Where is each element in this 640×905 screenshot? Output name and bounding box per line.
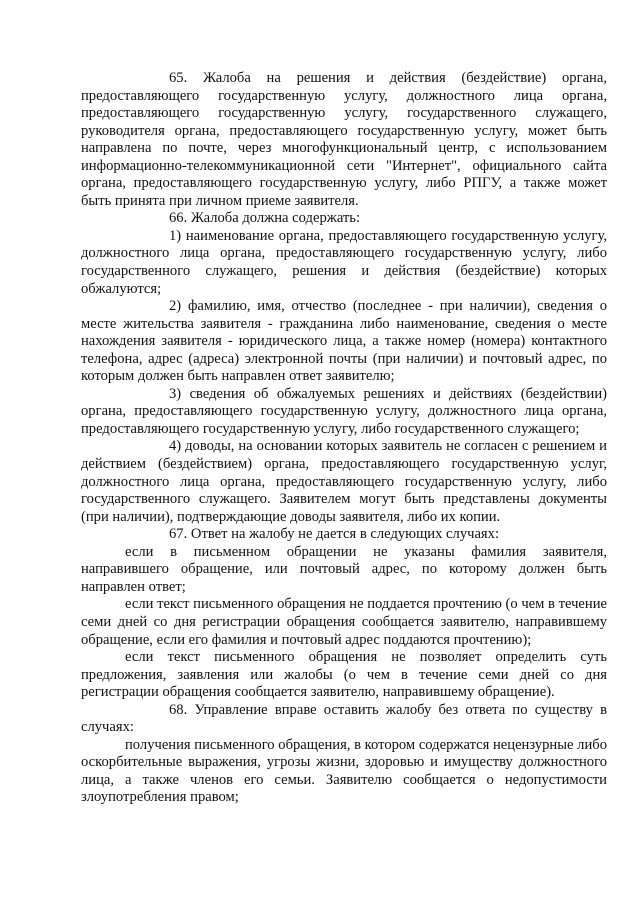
case-text: если в письменном обращении не указаны фамилия заявителя, направившего обращение, или почтовый адрес, по которому должен быть направлен ответ;: [81, 543, 607, 595]
list-item-1: [81, 228, 607, 298]
paragraph-65: [81, 70, 607, 210]
paragraph-text: Управление вправе оставить жалобу без ответа по существу в случаях:: [81, 701, 607, 736]
list-item-3: [81, 386, 607, 439]
list-text: сведения об обжалуемых решениях и действиях (бездействии) органа, предоставляющего государственную услугу, должностного лица органа, предоставляющего государственную услугу, либо государственного служащего;: [81, 385, 607, 437]
case-item-1: [81, 544, 607, 597]
list-text: фамилию, имя, отчество (последнее - при наличии), сведения о месте жительства заявителя - гражданина либо наименование, сведения о месте нахождения заявителя - юридического лица, а также номер (номера) контактного телефона, адрес (адреса) электронной почты (при наличии) и почтовый адрес, по которым должен быть направлен ответ заявителю;: [81, 298, 607, 385]
case-text: если текст письменного обращения не поддается прочтению (о чем в течение семи дней со дня регистрации обращения сообщается заявителю, направившему обращение, если его фамилия и почтовый адрес поддаются прочтению);: [81, 596, 607, 648]
paragraph-66: [81, 210, 607, 228]
paragraph-number: 67.: [169, 526, 188, 543]
paragraph-68: [81, 702, 607, 737]
list-number: 2): [169, 298, 182, 315]
case-item-2: [81, 596, 607, 649]
list-number: 1): [169, 227, 182, 244]
paragraph-number: 65.: [169, 70, 188, 86]
case-text: если текст письменного обращения не позволяет определить суть предложения, заявления или жалобы (о чем в течение семи дней со дня регистрации обращения сообщается заявителю, направившему обращение).: [81, 649, 607, 701]
case-item-3: [81, 649, 607, 702]
paragraph-text: Жалоба на решения и действия (бездействие) органа, предоставляющего государственную услугу, должностного лица органа, предоставляющего государственную услугу, государственного служащего, руководителя органа, предоставляющего государственную услугу, может быть направлена по почте, через многофункциональный центр, с использованием информационно-телекоммуникационной сети "Интернет", официального сайта органа, предоставляющего государственную услугу, либо РПГУ, а также может быть принята при личном приеме заявителя.: [81, 70, 607, 209]
paragraph-number: 66.: [169, 210, 188, 227]
paragraph-number: 68.: [169, 701, 188, 718]
list-number: 4): [169, 438, 182, 455]
case-item-4: [81, 737, 607, 807]
list-item-4: [81, 438, 607, 526]
paragraph-text: Ответ на жалобу не дается в следующих случаях:: [190, 526, 499, 543]
paragraph-text: Жалоба должна содержать:: [190, 210, 361, 227]
case-text: получения письменного обращения, в котором содержатся нецензурные либо оскорбительные выражения, угрозы жизни, здоровью и имуществу должностного лица, а также членов его семьи. Заявителю сообщается о недопустимости злоупотребления правом;: [81, 736, 607, 806]
list-item-2: [81, 298, 607, 386]
list-number: 3): [169, 385, 182, 402]
list-text: доводы, на основании которых заявитель не согласен с решением и действием (бездействием) органа, предоставляющего государственную услуг, должностного лица органа, предоставляющего государственную услугу, либо государственного служащего. Заявителем могут быть представлены документы (при наличии), подтверждающие доводы заявителя, либо их копии.: [81, 438, 607, 525]
paragraph-67: [81, 526, 607, 544]
list-text: наименование органа, предоставляющего государственную услугу, должностного лица органа, предоставляющего государственную услугу, либо государственного служащего, решения и действия (бездействие) которых обжалуются;: [81, 227, 607, 297]
document-body: [81, 70, 607, 807]
